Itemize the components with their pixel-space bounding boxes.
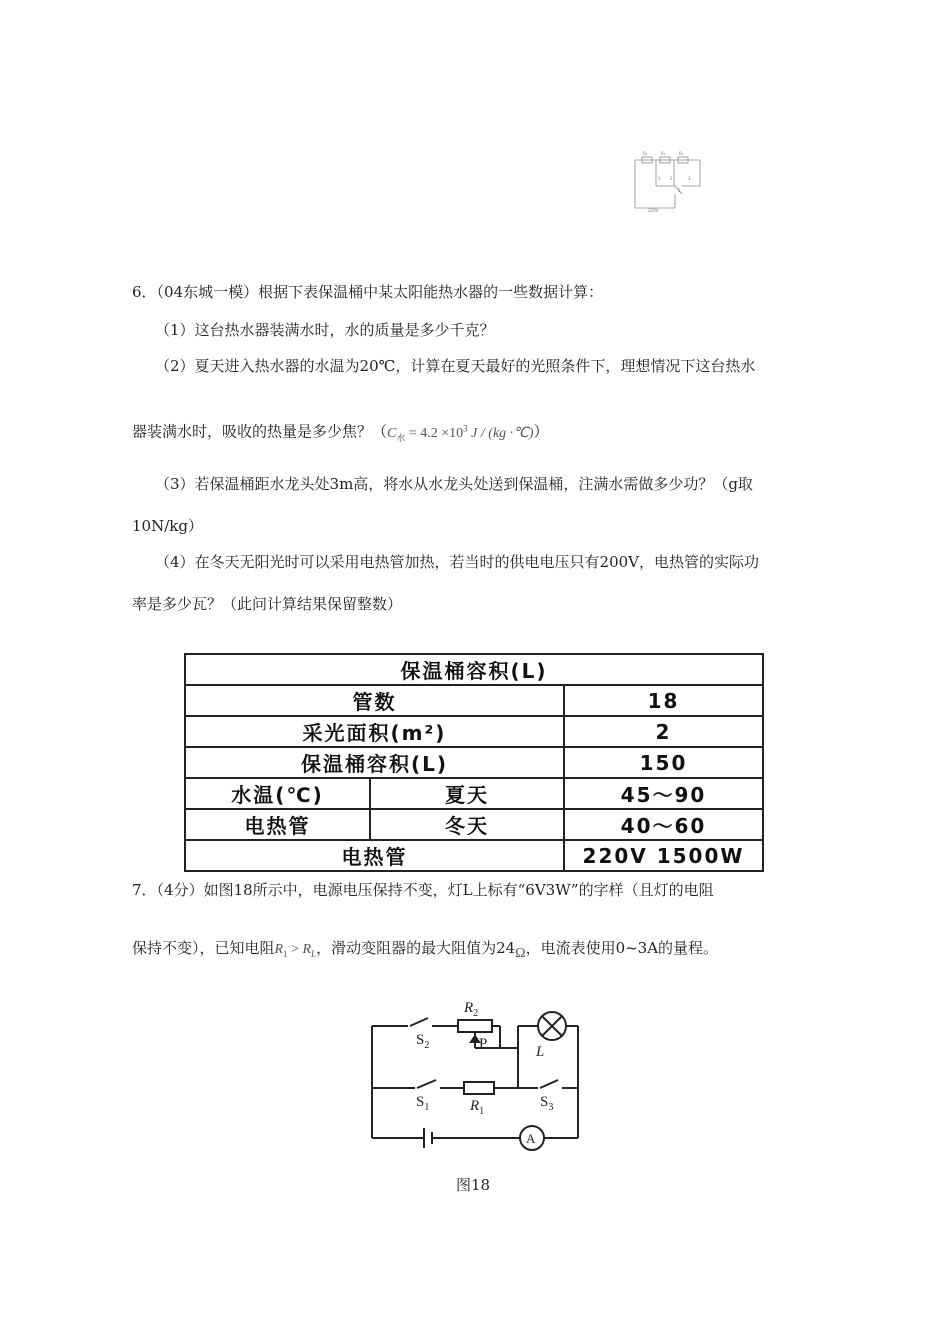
label-1: 1	[658, 176, 661, 181]
table-cell-value: 40～60	[564, 809, 763, 840]
table-row	[185, 809, 763, 840]
heater-data-table	[184, 653, 764, 872]
table-cell-label: 管数	[185, 685, 564, 716]
table-row	[185, 840, 763, 871]
label-s: S	[678, 188, 681, 193]
svg-text:S3: $S_3$	[540, 1094, 554, 1113]
ohm-symbol: Ω	[515, 946, 526, 961]
svg-text:R1: $R_1$	[470, 1098, 485, 1117]
resistance-inequality: $R_1 > R_L$	[274, 942, 317, 959]
top-circuit-figure	[630, 148, 710, 214]
q7-line1: 7．（4分）如图18所示中，电源电压保持不变，灯L上标有“6V3W”的字样（且灯的电阻	[132, 881, 714, 899]
q7-line2a: 保持不变），已知电阻	[132, 939, 275, 957]
q6-formula-close: ）	[533, 422, 549, 441]
table-cell-value: 18	[564, 685, 763, 716]
circuit-diagram-figure-18	[360, 992, 590, 1162]
table-cell-label: 水温(℃)	[185, 778, 370, 809]
q7-line2	[132, 938, 718, 964]
svg-text:R2: $R_2$	[464, 1000, 479, 1019]
q6-part3b: 10N/kg）	[132, 517, 203, 535]
q6-heading: 6．（04东城一模）根据下表保温桶中某太阳能热水器的一些数据计算：	[132, 283, 604, 301]
svg-text:P: P	[479, 1036, 488, 1052]
q6-part4b: 率是多少瓦？（此问计算结果保留整数）	[132, 595, 403, 613]
table-header: 保温桶容积(L)	[185, 654, 763, 685]
table-row	[185, 716, 763, 747]
q6-part3a: （3）若保温桶距水龙头处3m高，将水从水龙头处送到保温桶，注满水需做多少功？（g取	[155, 475, 753, 493]
table-cell-label: 电热管	[185, 840, 564, 871]
figure-caption: 图18	[456, 1176, 491, 1194]
table-cell-value: 2	[564, 716, 763, 747]
table-cell-label: 采光面积(m²)	[185, 716, 564, 747]
svg-text:L: L	[536, 1044, 545, 1060]
q6-part2a: （2）夏天进入热水器的水温为20℃，计算在夏天最好的光照条件下，理想情况下这台热水	[155, 357, 756, 375]
label-r1: R₁	[643, 151, 648, 156]
specific-heat-formula: $C_水 = 4.2 \times 10^3$ J / (kg ·℃)	[387, 423, 534, 443]
table-row	[185, 685, 763, 716]
q6-part2b: 器装满水时，吸收的热量是多少焦？（	[132, 422, 388, 441]
table-cell-value: 220V 1500W	[564, 840, 763, 871]
label-2: 2	[670, 176, 673, 181]
label-r3: R₃	[679, 151, 684, 156]
q6-part1: （1）这台热水器装满水时，水的质量是多少千克？	[155, 321, 495, 339]
svg-text:S2: $S_2$	[416, 1032, 430, 1051]
svg-text:S1: $S_1$	[416, 1094, 430, 1113]
q7-line2b: ，滑动变阻器的最大阻值为24	[316, 939, 516, 957]
label-3: 3	[688, 176, 691, 181]
table-cell-label: 保温桶容积(L)	[185, 747, 564, 778]
q6-part2b-line	[132, 418, 549, 447]
table-cell-label: 冬天	[370, 809, 564, 840]
table-cell-value: 150	[564, 747, 763, 778]
table-row	[185, 778, 763, 809]
table-cell-label: 电热管	[185, 809, 370, 840]
q6-part4a: （4）在冬天无阳光时可以采用电热管加热，若当时的供电电压只有200V，电热管的实际功	[155, 553, 760, 571]
q7-line2c: ，电流表使用0~3A的量程。	[525, 939, 719, 957]
svg-text:A: A	[526, 1131, 536, 1146]
table-row	[185, 747, 763, 778]
label-r2: R₂	[661, 151, 666, 156]
label-220v: 220V	[648, 208, 659, 213]
table-cell-label: 夏天	[370, 778, 564, 809]
table-cell-value: 45～90	[564, 778, 763, 809]
